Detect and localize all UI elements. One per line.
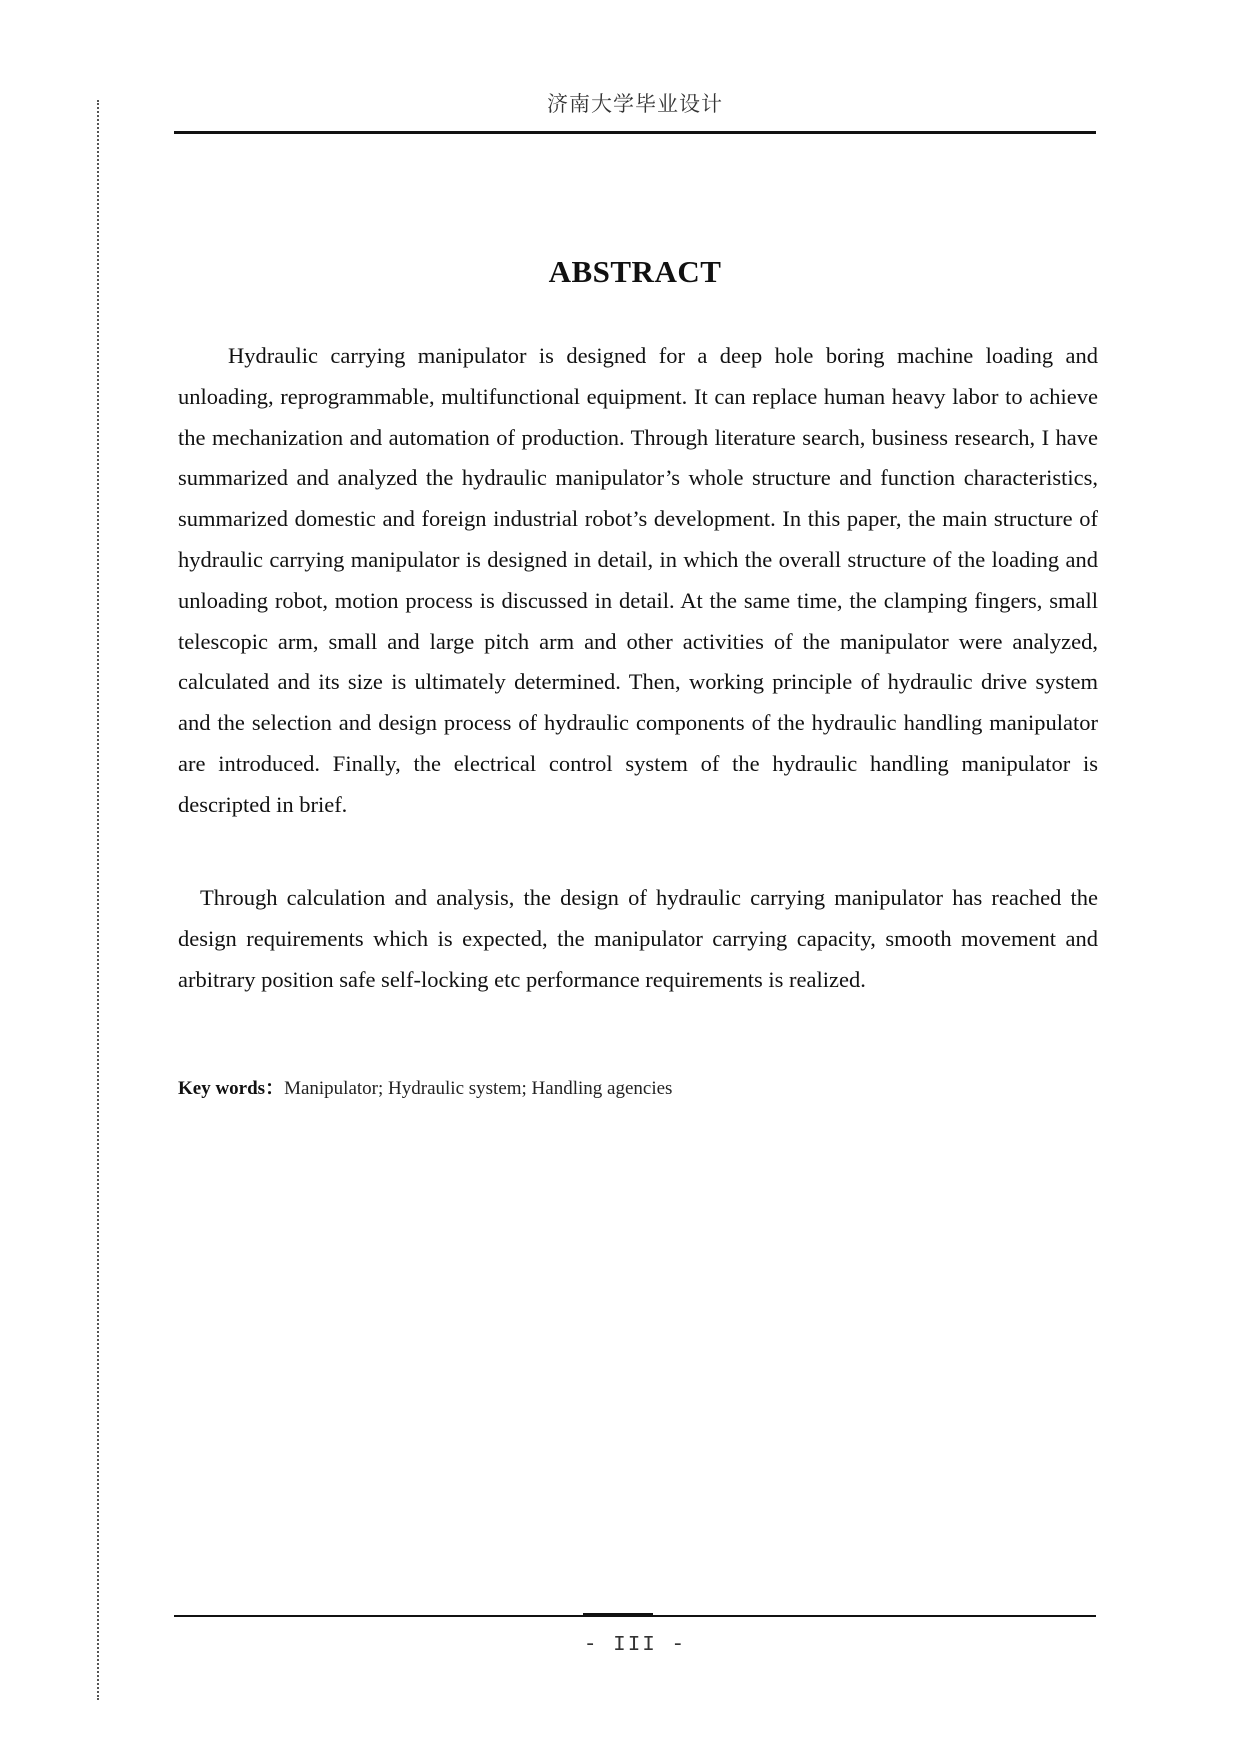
keywords-label: Key words： <box>178 1078 285 1099</box>
footer-rule <box>174 1615 1096 1617</box>
abstract-title: ABSTRACT <box>548 254 722 289</box>
page-number: - III - <box>583 1634 687 1657</box>
footer-rule-accent <box>583 1613 653 1615</box>
binding-margin-line <box>97 100 99 1700</box>
keywords-line <box>178 1073 672 1100</box>
running-header: 济南大学毕业设计 <box>547 92 723 116</box>
keywords-value: Manipulator; Hydraulic system; Handling agencies <box>284 1078 673 1099</box>
header-rule <box>174 131 1096 134</box>
abstract-paragraph-1: Hydraulic carrying manipulator is designed for a deep hole boring machine loading and unloading, reprogrammable, multifunctional equipment. It can replace human heavy labor to achieve the mechanization and automation of production. Through literature search, business research, I have summarized and analyzed the hydraulic manipulator’s whole structure and function characteristics, summarized domestic and foreign industrial robot’s development. In this paper, the main structure of hydraulic carrying manipulator is designed in detail, in which the overall structure of the loading and unloading robot, motion process is discussed in detail. At the same time, the clamping fingers, small telescopic arm, small and large pitch arm and other activities of the manipulator were analyzed, calculated and its size is ultimately determined. Then, working principle of hydraulic drive system and the selection and design process of hydraulic components of the hydraulic handling manipulator are introduced. Finally, the electrical control system of the hydraulic handling manipulator is descripted in brief. <box>178 343 1098 817</box>
abstract-paragraph-2: Through calculation and analysis, the design of hydraulic carrying manipulator has reached the design requirements which is expected, the manipulator carrying capacity, smooth movement and arbitrary position safe self-locking etc performance requirements is realized. <box>178 885 1098 992</box>
